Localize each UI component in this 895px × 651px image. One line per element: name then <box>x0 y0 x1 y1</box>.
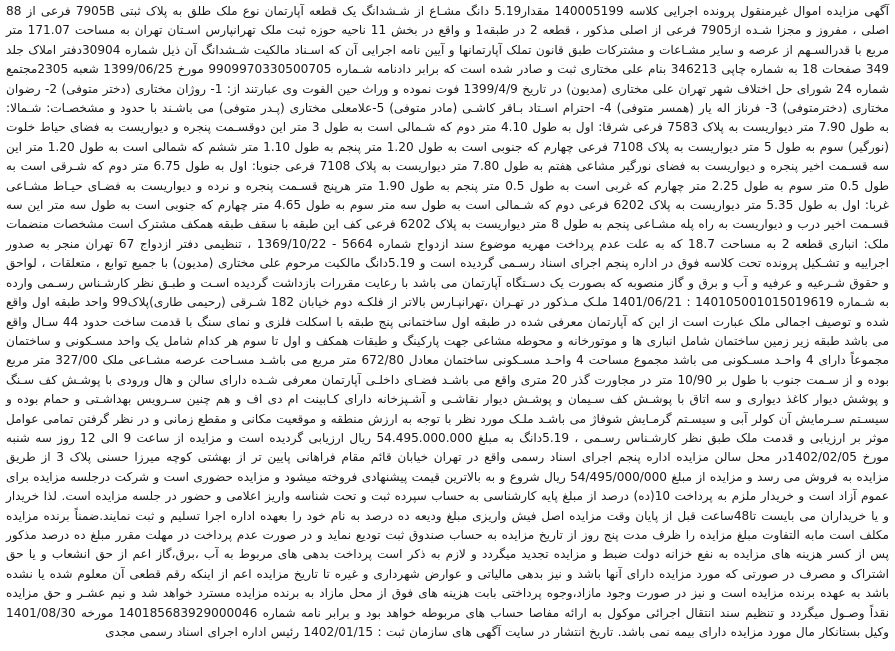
auction-notice-text: آگهی مزایده اموال غیرمنقول پرونده اجرایی کلاسه 140005199 مقدار5.19 دانگ مشـاع از شـشدانگ یک قطعه آپارتمان نوع ملک طلق به پلاک ثبتی 7905B فرعی از 88 اصلی ، مفروز و مجزا شـده از7905 فرعی از اصلی مذکور ، قطعه 2 در طبقه1 و واقع در بخش 11 ناحیه حوزه ثبت ملک تهرانپارس اسـتان تهران به مساحت 171.07 متر مربع با قدرالسـهم از عرصه و سایر مشـاعات و مشترکات طبق قانون تملک آپارتمانها و آیین نامه اجرایی آن که اسـناد مالکیت شـشدانگ آن ذیل شماره 30904دفتر املاک جلد 349 صفحات 18 به شماره چاپی 346213 بنام علی مختاری ثبت و صادر شده است که برابر دادنامه شـماره 9909970330500705 مورخ 1399/06/25 شعبه 2305مجتمع شماره 24 شورای حل اختلاف شهر تهران علی مختاری (مدیون) در تاریخ 1399/4/9 فوت نموده و وراث حین الفوت وی عبارتند از: 1- روژان مختاری (دختر متوفی) 2- رضوان مختاری (دخترمتوفی) 3- فرناز اله یار (همسر متوفی) 4- احترام اسـتاد بـاقر کاشـی (مادر متوفی) 5-علامعلی مختاری (پـدر متوفی) می باشـند با حدود و مشخصـات: شـمالا: به طول 7.90 متر دیواریست به پلاک 7583 فرعی شرقا: اول به طول 4.10 متر دوم که شـمالی است به طول 3 متر این دوقسـمت پنجره و دیواریست به فضای حیاط خلوت (نورگیر) سوم به طول 5 متر دیواریست به پلاک 7108 فرعی چهارم که جنوبی است به طول 1.20 متر پنجم به طول 1.10 متر ششم که شمالی است به طول 1.20 متر این سه قسـمت اخیر پنجره و دیواریست به فضای نورگیر مشاعی هفتم به طول 7.80 متر دیواریست به پلاک 7108 فرعی جنوبا: اول به طول 6.75 متر دوم که شـرقی است به طول 0.5 متر سوم به طول 2.25 متر چهارم که غربی است به طول 0.5 متر پنجم به طول 1.90 متر هرپنج قسـمت پنجره و نرده و دیواریست به فضـای حیـاط مشـاعی غربا: اول به طول 5.35 متر دیواریست به پلاک 6202 فرعی دوم که شـمالی است به طول سه متر سوم به طول 4.65 متر چهارم که جنوبی است به طول سه متر این سه قسـمت اخیر درب و دیواریست به راه پله مشـاعی پنجم به طول 8 متر دیواریست به پلاک 6202 فرعی کف این طبقه با سقف طبقه همکف مشترک است مشخصات منضمات ملک: انباری قطعه 2 به مساحت 18.7 که به علت عدم پرداخت مهریه موضوع سند ازدواج شماره 5664 - 1369/10/22 ، تنظیمی دفتر ازدواج 67 تهران منجر به صدور اجراییه و تشـکیل پرونده تحت کلاسه فوق در اداره پنجم اجرای اسناد رسـمی گردیده است و 5.19دانگ مالکیت مرحوم علی مختاری (مدیون) با جمیع توابع ، متعلقات ، لواحق و حقوق شـرعیه و عرفیه و آب و برق و گاز منصوبه که بصورت یک دسـتگاه آپارتمان می باشد با رعایت مقررات بازداشت گردیده اسـت و طبـق نظر کارشـناس رسـمی وارده به شـماره 140105001015019619 : 1401/06/21 ملـک مـذکور در تهـران ،تهرانپـارس بالاتر از فلکـه دوم خیابان 182 شـرقی (رحیمی طاری)پلاک99 واحد طبقه اول واقع شده و توصیف اجمالی ملک عبارت است از این که آپارتمان معرفی شده در طبقه اول ساختمانی پنج طبقه با اسکلت فلزی و نمای سنگ با قدمت ساخت حدود 44 سـال واقع می باشد طبقه زیر زمین ساختمان شامل انباری ها و موتورخانه و محوطه مشاعی جهت پارکینگ و طبقات همکف و اول تا سوم هر کدام شامل یک واحد مسـکونی و ساختمان مجموعاً دارای 4 واحـد مسـکونی می باشد مجموع مساحت 4 واحـد مسـکونی ساختمان معادل 672/80 متر مربع می باشـد مسـاحت عرصه مشـاعی ملک 327/00 متر مربع بوده و از سـمت جنوب با طول بر 10/90 متر در مجاورت گذر 20 متری واقع می باشـد فضـای داخلـی آپارتمان معرفی شـده دارای سالن و هال ورودی با پوشـش کف سـنگ و پوشش دیوار کاغذ دیواری و سه اتاق با پوشـش کف سـیمان و پوشـش دیوار نقاشـی و آشـپزخانه دارای کـابینت ام دی اف و هم چنین سـرویس بهداشـتی و حمام بوده و سیسـتم سـرمایش آن کولر آبی و سیسـتم گرمـایش شوفاژ می باشـد ملـک مورد نظر با توجه به ارزش منطقه و موقعیت مکانی و مقطع زمانی و در نظر گرفتن تمامی عوامل موثر بر ارزیابی و قدمت ملک طبق نظر کارشـناس رسـمی ، 5.19دانگ به مبلغ 54.495.000.000 ریال ارزیابی گردیده است و مزایده از ساعت 9 الی 12 روز سه شنبه مورخ 1402/02/05در محل سالن مزایده اداره پنجم اجرای اسناد رسمی واقع در تهران خیابان قائم مقام فراهانی پایین تر از بهشتی کوچه میرزا حسنی پلاک 3 از طریق مزایده به فروش می رسد و مزایده از مبلغ 54/495/000/000 ریال شروع و به بالاترین قیمت پیشنهادی فروخته میشود و مزایده حضوری است و شرکت درجلسه مزایده برای عموم آزاد است و خریدار ملزم به پرداخت 10(ده) درصد از مبلغ پایه کارشناسی به حساب سپرده ثبت و تحت شناسه واریز اعلامی و حضور در جلسه مزایده است. لذا خریدار و یا خریداران می بایست تا48ساعت قبل از پایان وقت مزایده اصل فیش واریزی مبلغ ودیعه ده درصد به نام خود را بعهده اداره اجرا تسلیم و ثبت نمایند.ضمناً برنده مزایده مکلف است مابه التفاوت مبلغ مزایده را ظرف مدت پنج روز از تاریخ مزایده به حساب صندوق ثبت تودیع نماید و در صورت عدم پرداخت در مهلت مقرر مبلغ ده درصد مذکور پس از کسر هزینه های مزایده به نفع خزانه دولت ضبط و مزایده تجدید میگردد و لازم به ذکر است پرداخت بدهی های مربوط به آب ،برق،گاز اعم از حق انشعاب و یا حق اشتراک و مصرف در صورتی که مورد مزایده دارای آنها باشد و نیز بدهی مالیاتی و عوارض شهرداری و غیره تا تاریخ مزایده اعم از اینکه رقم قطعی آن معلوم شده یا نشده باشد به عهده برنده مزایده است و نیز در صورت وجود مازاد،وجوه پرداختی بابت هزینه های فوق از محل مازاد به برنده مزایده مسترد خواهد شد و نیم عشـر و حق مزایده نقداً وصـول میگردد و تنظیم سند انتقال اجرائی موکول به ارائه مفاصا حساب های مربوطه خواهد بود و برابر نامه شماره 140185683929000046 مورخه 1401/08/30 وکیل بستانکار مال مورد مزایده دارای بیمه نمی باشد. تاریخ انتشار در سایت آگهی های سازمان ثبت : 1402/01/15 رئیس اداره اجرای اسناد رسمی مجدی <box>6 4 890 639</box>
